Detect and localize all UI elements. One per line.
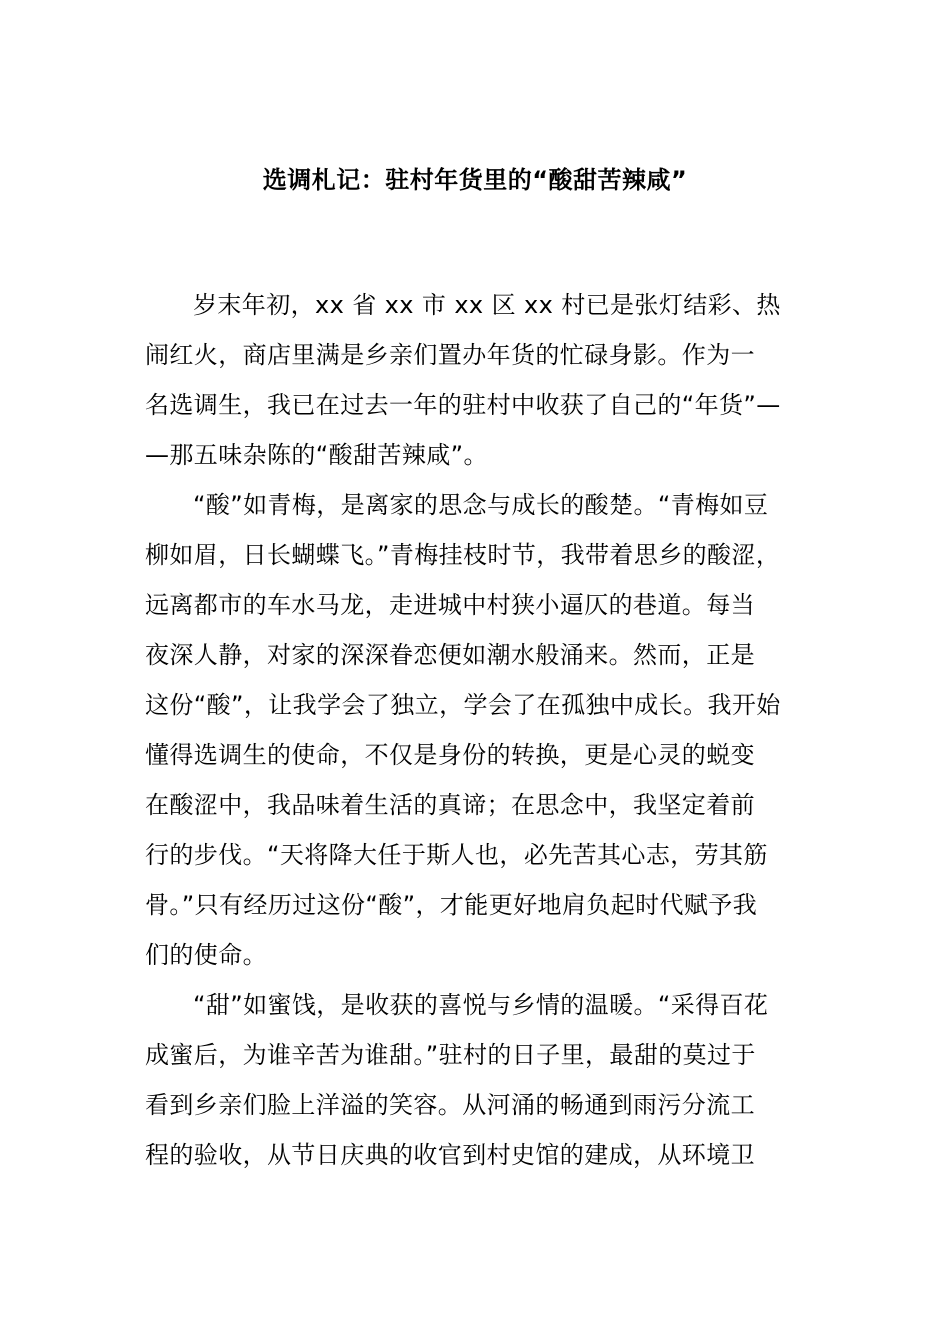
paragraph-2-line-3: 远离都市的车水马龙，走进城中村狭小逼仄的巷道。每当 [145,591,755,619]
paragraph-3-line-2: 成蜜后，为谁辛苦为谁甜。”驻村的日子里，最甜的莫过于 [145,1041,756,1069]
document-title: 选调札记：驻村年货里的“酸甜苦辣咸” [262,166,688,194]
paragraph-2-line-4: 夜深人静，对家的深深眷恋便如潮水般涌来。然而，正是 [145,641,755,669]
paragraph-2-line-9: 骨。”只有经历过这份“酸”，才能更好地肩负起时代赋予我 [145,891,758,919]
paragraph-3-line-4: 程的验收，从节日庆典的收官到村史馆的建成，从环境卫 [145,1141,755,1169]
paragraph-3-line-1: “甜”如蜜饯，是收获的喜悦与乡情的温暖。“采得百花 [193,991,769,1019]
paragraph-1-line-2: 闹红火，商店里满是乡亲们置办年货的忙碌身影。作为一 [145,341,755,369]
paragraph-1-line-1: 岁末年初，xx 省 xx 市 xx 区 xx 村已是张灯结彩、热 [193,291,781,319]
paragraph-2-line-8: 行的步伐。“天将降大任于斯人也，必先苦其心志，劳其筋 [145,841,768,869]
paragraph-1-line-3: 名选调生，我已在过去一年的驻村中收获了自己的“年货”— [145,391,781,419]
paragraph-2-line-2: 柳如眉，日长蝴蝶飞。”青梅挂枝时节，我带着思乡的酸涩， [145,541,781,569]
paragraph-2-line-6: 懂得选调生的使命，不仅是身份的转换，更是心灵的蜕变 [145,741,755,769]
paragraph-2-line-7: 在酸涩中，我品味着生活的真谛；在思念中，我坚定着前 [145,791,755,819]
document-body [145,280,835,1180]
paragraph-2-line-10: 们的使命。 [145,941,267,969]
paragraph-2-line-5: 这份“酸”，让我学会了独立，学会了在孤独中成长。我开始 [145,691,781,719]
paragraph-1-line-4: —那五味杂陈的“酸甜苦辣咸”。 [145,441,488,469]
paragraph-3-line-3: 看到乡亲们脸上洋溢的笑容。从河涌的畅通到雨污分流工 [145,1091,755,1119]
paragraph-2-line-1: “酸”如青梅，是离家的思念与成长的酸楚。“青梅如豆 [193,491,769,519]
